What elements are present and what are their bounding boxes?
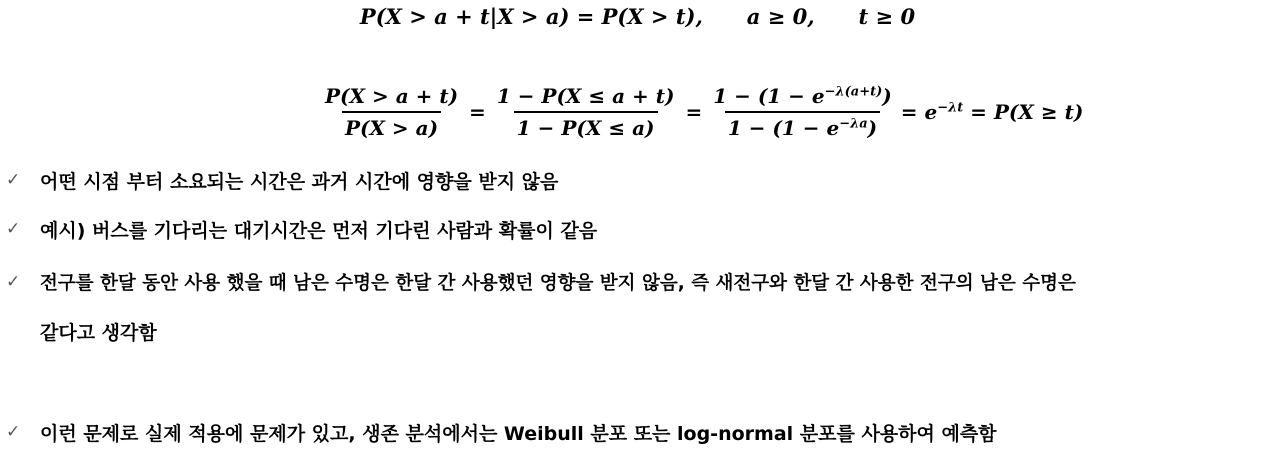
bullet-text: 이런 문제로 실제 적용에 문제가 있고, 생존 분석에서는 Weibull 분포 또는 log-normal 분포를 사용하여 예측함	[40, 422, 997, 445]
fraction-1-numerator: P(X > a + t)	[325, 84, 459, 108]
fraction-1-denominator: P(X > a)	[342, 111, 441, 141]
bullet-text: 전구를 한달 동안 사용 했을 때 남은 수명은 한달 간 사용했던 영향을 받지 않음, 즉 새전구와 한달 간 사용한 전구의 남은 수명은	[40, 273, 1076, 294]
list-item	[0, 160, 558, 200]
equals-sign: =	[685, 100, 703, 124]
result-expression: = $e^{-\lambda t} = P(X \ge t)$	[900, 100, 1084, 124]
memoryless-equation	[0, 2, 1275, 36]
equals-sign: =	[469, 100, 486, 124]
fraction-3	[710, 83, 895, 141]
list-item	[0, 209, 597, 249]
check-icon: ✓	[6, 422, 21, 442]
list-item	[0, 412, 997, 452]
fraction-2	[494, 83, 678, 141]
condition-t: t ≥ 0	[858, 4, 916, 29]
derivation-equation	[316, 82, 1083, 142]
fraction-2-numerator: 1 − P(X ≤ a + t)	[496, 84, 675, 108]
fraction-3-denominator: $1 - (1 - e^{-\lambda a})$	[725, 111, 880, 141]
fraction-2-denominator: 1 − P(X ≤ a)	[514, 111, 658, 141]
memoryless-lhs: P(X > a + t|X > a) = P(X > t),	[359, 4, 703, 29]
bullet-continuation: 같다고 생각함	[40, 322, 157, 344]
check-icon: ✓	[6, 272, 21, 292]
list-item	[0, 262, 1076, 302]
bullet-text: 어떤 시점 부터 소요되는 시간은 과거 시간에 영향을 받지 않음	[40, 170, 559, 193]
check-icon: ✓	[6, 170, 21, 190]
fraction-3-numerator: $1 - (1 - e^{-\lambda(a+t)})$	[713, 84, 892, 108]
bullet-text: 예시) 버스를 기다리는 대기시간은 먼저 기다린 사람과 확률이 같음	[40, 219, 598, 242]
check-icon: ✓	[6, 219, 21, 239]
fraction-1	[322, 83, 461, 141]
condition-a: a ≥ 0,	[746, 4, 815, 29]
